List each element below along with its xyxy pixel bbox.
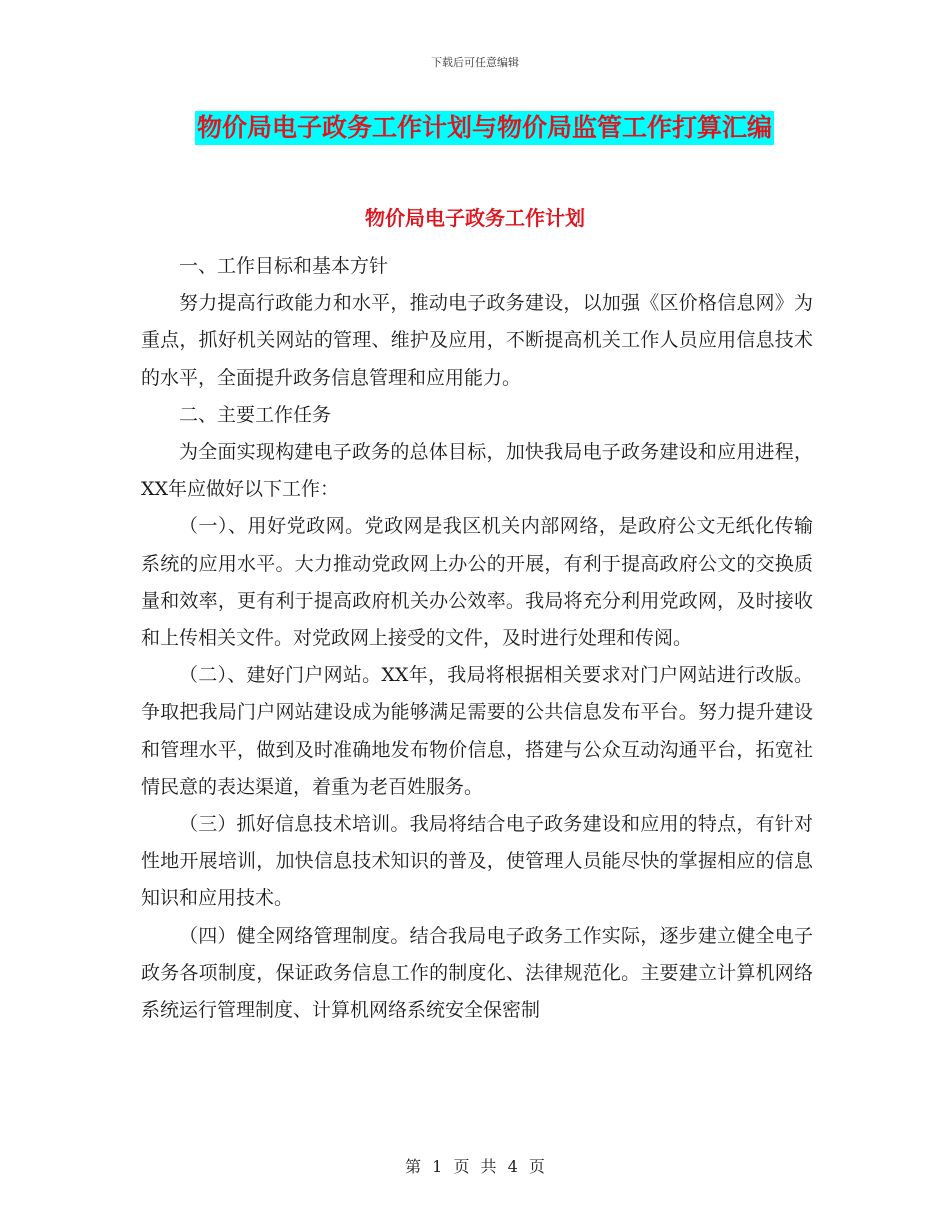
section-title: 物价局电子政务工作计划 (365, 206, 585, 230)
document-title: 物价局电子政务工作计划与物价局监管工作打算汇编 (195, 111, 774, 145)
page-header-note: 下载后可任意编辑 (431, 56, 519, 69)
heading-tasks: 二、主要工作任务 (179, 403, 332, 426)
paragraph-tasks-intro: 为全面实现构建电子政务的总体目标，加快我局电子政务建设和应用进程，XX年应做好以下工作： (141, 441, 813, 501)
paragraph-task-2: （二）、建好门户网站。XX年，我局将根据相关要求对门户网站进行改版。争取把我局门户网站建设成为能够满足需要的公共信息发布平台。努力提升建设和管理水平，做到及时准确地发布物价信息，搭建与公众互动沟通平台，拓宽社情民意的表达渠道，着重为老百姓服务。 (141, 664, 813, 798)
page-footer: 第 1 页 共 4 页 (405, 1157, 545, 1176)
heading-goals: 一、工作目标和基本方针 (179, 255, 389, 277)
paragraph-goals: 努力提高行政能力和水平，推动电子政务建设，以加强《区价格信息网》为重点，抓好机关网站的管理、维护及应用，不断提高机关工作人员应用信息技术的水平，全面提升政务信息管理和应用能力。 (141, 292, 813, 389)
paragraph-task-1: （一）、用好党政网。党政网是我区机关内部网络，是政府公文无纸化传输系统的应用水平。大力推动党政网上办公的开展，有利于提高政府公文的交换质量和效率，更有利于提高政府机关办公效率。我局将充分利用党政网，及时接收和上传相关文件。对党政网上接受的文件，及时进行处理和传阅。 (141, 515, 813, 650)
paragraph-task-3: （三）抓好信息技术培训。我局将结合电子政务建设和应用的特点，有针对性地开展培训，加快信息技术知识的普及，使管理人员能尽快的掌握相应的信息知识和应用技术。 (141, 813, 813, 910)
paragraph-task-4: （四）健全网络管理制度。结合我局电子政务工作实际，逐步建立健全电子政务各项制度，保证政务信息工作的制度化、法律规范化。主要建立计算机网络系统运行管理制度、计算机网络系统安全保密制 (141, 924, 813, 1022)
document-body (141, 248, 813, 1029)
